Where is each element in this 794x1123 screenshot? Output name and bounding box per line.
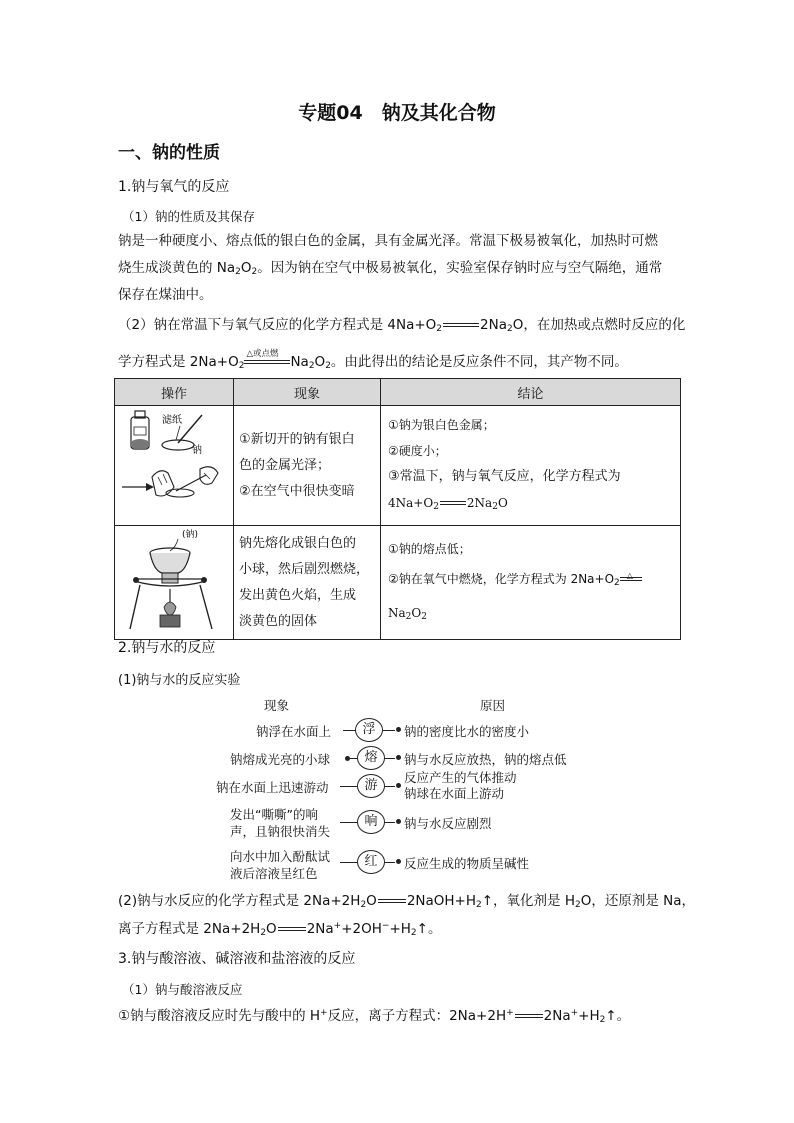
- conclusion-line: ②硬度小；: [388, 443, 447, 458]
- svg-text:滤纸: 滤纸: [162, 415, 182, 426]
- burning-sodium-illustration: [116, 527, 232, 635]
- subsubsection-heading: （1）钠的性质及其保存: [122, 209, 255, 224]
- conclusion-line: ①钠的熔点低；: [388, 541, 471, 556]
- phenomenon-line: ①新切开的钠有银白: [239, 431, 355, 447]
- diagram-column-label: 现象: [264, 698, 290, 713]
- subsubsection-heading: （1）钠与酸溶液反应: [122, 982, 243, 997]
- paragraph-line: (2)钠与水反应的化学方程式是 $2Na+2H_2O$ $2NaOH+H_2↑$，氧化剂是 $H_2O$，还原剂是 Na，: [118, 893, 696, 910]
- cutting-sodium-illustration: [116, 407, 232, 521]
- diagram-column-label: 原因: [480, 698, 506, 713]
- paragraph-line: 学方程式是 $2Na+O_2$ △或点燃 $Na_2O_2$。由此得出的结论是反应条件不同，其产物不同。: [118, 349, 628, 371]
- section-heading: 一、钠的性质: [118, 143, 220, 163]
- table-header: 操作: [115, 379, 234, 406]
- phenomenon-line: 小球，然后剧烈燃烧，: [239, 561, 370, 577]
- table-row: [115, 526, 681, 640]
- svg-text:钠: 钠: [192, 445, 202, 456]
- page-title: 专题04 钠及其化合物: [298, 102, 496, 124]
- diagram-key-circle: 红: [357, 850, 385, 874]
- experiment-table: [114, 378, 681, 640]
- paragraph-line: （2）钠在常温下与氧气反应的化学方程式是 $4Na+O_2$ $2Na_2O$，在加热或点燃时反应的化: [118, 317, 686, 334]
- diagram-key-circle: 游: [357, 774, 385, 798]
- table-header: 结论: [381, 379, 681, 406]
- operation-cell: [115, 406, 234, 526]
- phenomenon-line: 色的金属光泽；: [239, 457, 331, 473]
- conclusion-equation: $Na_2O_2$: [388, 605, 427, 622]
- diagram-reason: 钠与水反应放热，钠的熔点低: [404, 752, 567, 767]
- svg-text:(钠): (钠): [182, 530, 199, 540]
- subsection-heading: 2.钠与水的反应: [118, 640, 216, 656]
- subsection-heading: 3.钠与酸溶液、碱溶液和盐溶液的反应: [118, 951, 356, 967]
- phenomenon-line: ②在空气中很快变暗: [239, 483, 355, 499]
- phenomenon-cell: [234, 526, 381, 640]
- diagram-phenomenon: 钠浮在水面上: [256, 724, 332, 739]
- phenomenon-line: 钠先熔化成银白色的: [239, 535, 357, 551]
- diagram-reason: 钠的密度比水的密度小: [404, 724, 530, 739]
- table-header-row: [115, 379, 681, 406]
- diagram-reason: 反应生成的物质呈碱性: [404, 856, 530, 871]
- subsection-heading: 1.钠与氧气的反应: [118, 179, 230, 195]
- phenomenon-line: 发出黄色火焰，生成: [239, 587, 357, 603]
- conclusion-line: ①钠为银白色金属；: [388, 417, 495, 432]
- paragraph-line: 保存在煤油中。: [118, 287, 213, 303]
- conclusion-cell: [381, 526, 681, 640]
- diagram-key-circle: 熔: [357, 746, 385, 770]
- paragraph-line: 烧生成淡黄色的 $Na_2O_2$。因为钠在空气中极易被氧化，实验室保存钠时应与空气隔绝，通常: [118, 260, 663, 277]
- equals-sign-icon: [443, 323, 479, 327]
- subsubsection-heading: (1)钠与水的反应实验: [118, 673, 241, 688]
- paragraph-line: ①钠与酸溶液反应时先与酸中的 H+反应，离子方程式：2Na+2H+ $2Na^++H_2↑$。: [118, 1008, 631, 1025]
- table-row: [115, 406, 681, 526]
- diagram-reason: 钠与水反应剧烈: [404, 816, 492, 831]
- paragraph-line: 离子方程式是 $2Na+2H_2O$ $2Na^++2OH^-+H_2↑$。: [118, 921, 442, 938]
- paragraph-line: 钠是一种硬度小、熔点低的银白色的金属，具有金属光泽。常温下极易被氧化，加热时可燃: [118, 233, 658, 249]
- diagram-key-circle: 响: [357, 810, 385, 834]
- diagram-phenomenon: 向水中加入酚酞试 液后溶液呈红色: [230, 849, 331, 881]
- diagram-phenomenon: 钠熔成光亮的小球: [230, 752, 331, 767]
- reaction-condition-arrow: △或点燃: [244, 355, 290, 369]
- sodium-water-diagram: [200, 690, 600, 890]
- diagram-reason: 反应产生的气体推动 钠球在水面上游动: [404, 770, 517, 801]
- conclusion-line: ③常温下，钠与氧气反应，化学方程式为: [388, 468, 621, 484]
- diagram-phenomenon: 发出“嘶嘶”的响 声，且钠很快消失: [230, 807, 331, 839]
- conclusion-equation: $4Na+O_2$ $2Na_2O$: [388, 495, 508, 512]
- phenomenon-line: 淡黄色的固体: [239, 613, 318, 629]
- table-header: 现象: [234, 379, 381, 406]
- conclusion-cell: [381, 406, 681, 526]
- phenomenon-cell: [234, 406, 381, 526]
- diagram-key-circle: 浮: [355, 718, 383, 742]
- operation-cell: [115, 526, 234, 640]
- conclusion-line: ②钠在氧气中燃烧，化学方程式为 $2Na+O_2$ △: [388, 564, 673, 598]
- diagram-phenomenon: 钠在水面上迅速游动: [216, 780, 329, 795]
